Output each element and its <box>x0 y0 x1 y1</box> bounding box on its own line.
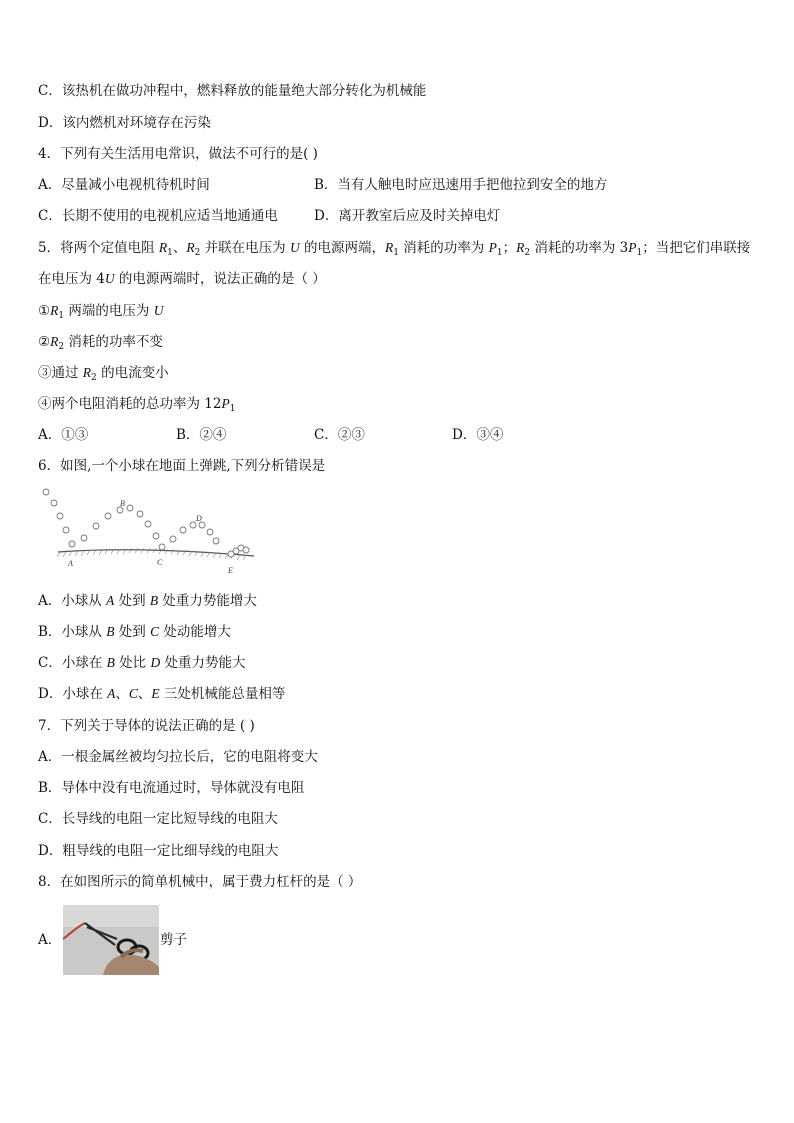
label-c: C <box>157 558 163 567</box>
q4-option-a: A．尽量减小电视机待机时间 <box>38 177 210 193</box>
q7-option-b: B．导体中没有电流通过时，导体就没有电阻 <box>38 780 305 796</box>
label-a: A <box>68 559 73 568</box>
q5-statement-2: $②R_2$ 消耗的功率不变 <box>38 334 163 352</box>
q3-option-c: C．该热机在做功冲程中，燃料释放的能量绝大部分转化为机械能 <box>38 83 427 99</box>
q4-option-b: B．当有人触电时应迅速用手把他拉到安全的地方 <box>314 177 608 193</box>
q5-statement-3: ③通过 $R_2$ 的电流变小 <box>38 365 169 383</box>
q7-option-a: A．一根金属丝被均匀拉长后，它的电阻将变大 <box>38 749 318 765</box>
bouncing-ball-figure <box>40 486 256 578</box>
label-e: E <box>228 566 233 575</box>
q6-stem: 6．如图,一个小球在地面上弹跳,下列分析错误是 <box>38 458 326 474</box>
q5-statement-4: ④两个电阻消耗的总功率为 $12P_1$ <box>38 396 236 414</box>
q7-option-c: C．长导线的电阻一定比短导线的电阻大 <box>38 811 278 827</box>
q6-option-d: D．小球在 A、C、E 三处机械能总量相等 <box>38 686 286 702</box>
q4-stem: 4．下列有关生活用电常识，做法不可行的是( ) <box>38 146 318 162</box>
q3-option-d: D．该内燃机对环境存在污染 <box>38 115 211 131</box>
q5-option-d: D．③④ <box>452 427 504 443</box>
q6-option-b: B．小球从 B 处到 C 处动能增大 <box>38 624 231 640</box>
q5-stem-line1: 5．将两个定值电阻 $R_1$、$R_2$ 并联在电压为 U 的电源两端，$R_1$ 消耗的功率为 $P_1$；$R_2$ 消耗的功率为 $3P_1$；当把它们串联接 <box>38 240 751 258</box>
q5-stem-line2: 在电压为 4U 的电源两端时，说法正确的是（ ） <box>38 271 326 287</box>
label-b: B <box>120 499 125 508</box>
scissors-photo <box>63 905 159 975</box>
q8-option-a-label: A． <box>38 932 62 948</box>
label-d: D <box>196 514 202 523</box>
q5-option-b: B．②④ <box>176 427 227 443</box>
ball-trajectory <box>43 489 249 557</box>
q5-option-a: A．①③ <box>38 427 89 443</box>
q7-option-d: D．粗导线的电阻一定比细导线的电阻大 <box>38 843 279 859</box>
q8-option-a-text: 剪子 <box>160 932 187 948</box>
ground-line <box>58 550 254 556</box>
q5-option-c: C．②③ <box>314 427 365 443</box>
q4-option-c: C．长期不使用的电视机应适当地通通电 <box>38 208 278 224</box>
q7-stem: 7．下列关于导体的说法正确的是 ( ) <box>38 718 255 734</box>
q5-statement-1: $①R_1$ 两端的电压为 U <box>38 303 164 321</box>
q4-option-d: D．离开教室后应及时关掉电灯 <box>314 208 501 224</box>
q6-option-a: A．小球从 A 处到 B 处重力势能增大 <box>38 593 257 609</box>
q6-option-c: C．小球在 B 处比 D 处重力势能大 <box>38 655 246 671</box>
q8-stem: 8．在如图所示的简单机械中，属于费力杠杆的是（ ） <box>38 874 362 890</box>
